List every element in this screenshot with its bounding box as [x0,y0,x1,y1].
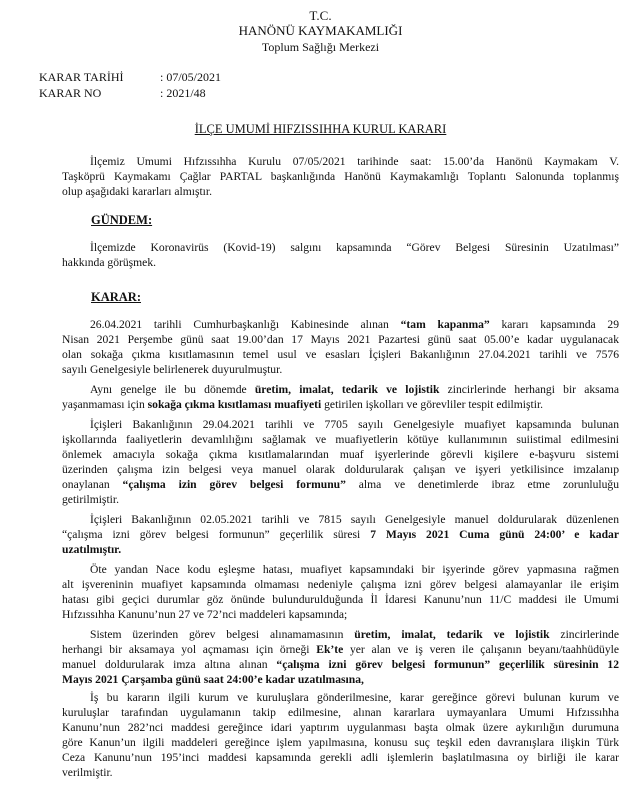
p1-line: Nisan 2021 Perşembe günü saat 19.00’dan 17 Mayıs 2021 Pazartesi günü saat 05.00’e kadar uygulanacak [62,333,619,346]
p1-line: sayılı Genelgesiyle belirlenerek duyurulmuştur. [62,363,283,376]
p3-line: İçişleri Bakanlığının 29.04.2021 tarihli ve 7705 sayılı Genelgesiyle muafiyet kapsamında bulunan [90,418,619,431]
final-paragraph [62,690,619,780]
p1-line: 26.04.2021 tarihli Cumhurbaşkanlığı Kabinesinde alınan “tam kapanma” kararı kapsamında 29 [90,318,619,331]
p7-line: göre Kanun’un ilgili maddeleri gereğince işlem yapılmasına, konusu suç teşkil eden davranışlara ilişkin Türk [62,736,619,749]
p6-line: herhangi bir aksamaya yol açmaması için örneği Ek’te yer alan ve iş veren ile çalışanın beyanı/taahhüdüyle [62,643,619,656]
decision-body [62,317,619,687]
p4-line: uzatılmıştır. [62,543,122,556]
p1-line: olan sokağa çıkma kısıtlamasının temel usul ve esasları İçişleri Bakanlığının 27.04.2021 tarihli ve 7576 [62,348,619,361]
p6-line: Mayıs 2021 Çarşamba günü saat 24:00’e kadar uzatılmasına, [62,673,364,686]
agenda-heading: GÜNDEM: [91,213,153,227]
p5-line: alt işvereninin muafiyet kapsamında olmaması nedeniyle çalışma izni görev belgesi alamayanlar ile erişim [62,578,619,591]
p6-line: Sistem üzerinden görev belgesi alınamamasının üretim, imalat, tedarik ve lojistik zincirlerinde [90,628,619,641]
p4-line: “çalışma izni görev belgesi formunun” geçerlilik süresi 7 Mayıs 2021 Cuma günü 24:00’ e kadar [62,528,619,541]
p7-line: verilmiştir. [62,766,113,779]
p5-line: Öte yandan Nace kodu eşleşme hatası, muafiyet kapsamındaki bir işyerinde görev yapmasına rağmen [90,563,619,576]
header-tc: T.C. [309,8,332,23]
header-district: HANÖNÜ KAYMAKAMLIĞI [238,23,403,38]
intro-line: Taşköprü Kaymakamı Çağlar PARTAL başkanlığında Hanönü Kaymakamlığı Toplantı Salonunda toplanmış [62,170,619,183]
p7-line: İş bu kararın ilgili kurum ve kuruluşlara gönderilmesine, karar gereğince görevi bulunan kurum ve [90,691,619,704]
p5-line: Hıfzıssıhha Kanunu’nun 27 ve 72’nci maddeleri kapsamında; [62,608,348,621]
intro-line: olup aşağıdaki kararları almıştır. [62,185,213,198]
document-title [0,122,641,136]
p7-line: Ceza Kanunu’nun 195’inci maddesi kapsamında gerekli adli işlemlerin başlatılmasına oy birliği ile karar [62,751,619,764]
p3-line: önlemek amacıyla sokağa çıkma kısıtlamalarından muaf işyerlerinde görevli kişilere e-başvuru sistemi [62,448,619,461]
decision-date-value: : 07/05/2021 [160,70,222,84]
p7-line: Kanunu’nun 282’nci maddesi gereğince idari yaptırım uygulanması başta olmak üzere aykırılığın durumuna [62,721,619,734]
p2-line: yaşanmaması için sokağa çıkma kısıtlaması muafiyeti getirilen işkolları ve görevliler tespit edilmiştir. [62,398,544,411]
p7-line: kuruluşlar tarafından uygulamanın takip edilmesine, alınan kararlara uymayanlara Umumi Hıfzıssıhha [62,706,619,719]
p4-line: İçişleri Bakanlığının 02.05.2021 tarihli ve 7815 sayılı Genelgesiyle manuel doldurularak düzenlenen [90,513,619,526]
decision-no-label: KARAR NO [39,86,102,100]
p3-line: üzerinden çalışma izin belgesi veya manuel olarak doldurularak çalışan ve işyeri yetkilisince imzalanıp [62,463,619,476]
agenda-paragraph [62,240,619,270]
p3-line: işkollarında faaliyetlerin devamlılığını sağlamak ve muafiyetlerin kötüye kullanımının suiistimal edilmesini [62,433,619,446]
document-title-text: İLÇE UMUMİ HIFZISSIHHA KURUL KARARI [194,122,447,136]
p3-line: onaylanan “çalışma izin görev belgesi formunu” alma ve denetimlerde ibraz etme zorunluluğu [62,478,619,491]
decision-no-value: : 2021/48 [160,86,206,100]
p3-line: getirilmiştir. [62,493,120,506]
decision-date-label: KARAR TARİHİ [39,70,124,84]
decision-heading: KARAR: [91,290,141,304]
p6-line: manuel doldurularak imza altına alınan “çalışma izni görev belgesi formunun” geçerlilik süresinin 12 [62,658,619,671]
header-unit: Toplum Sağlığı Merkezi [261,40,380,54]
agenda-line: İlçemizde Koronavirüs (Kovid-19) salgını kapsamında “Görev Belgesi Süresinin Uzatılması” [90,241,619,254]
agenda-line: hakkında görüşmek. [62,256,157,269]
p5-line: hatası gibi geçici durumlar göz önünde bulundurulduğunda İl İdaresi Kanunu’nun 11/C maddesi ile Umumi [62,593,619,606]
intro-paragraph [62,154,619,199]
intro-line: İlçemiz Umumi Hıfzıssıhha Kurulu 07/05/2021 tarihinde saat: 15.00’da Hanönü Kaymakam V. [90,155,619,168]
p2-line: Aynı genelge ile bu dönemde üretim, imalat, tedarik ve lojistik zincirlerinde herhangi bir aksama [90,383,619,396]
